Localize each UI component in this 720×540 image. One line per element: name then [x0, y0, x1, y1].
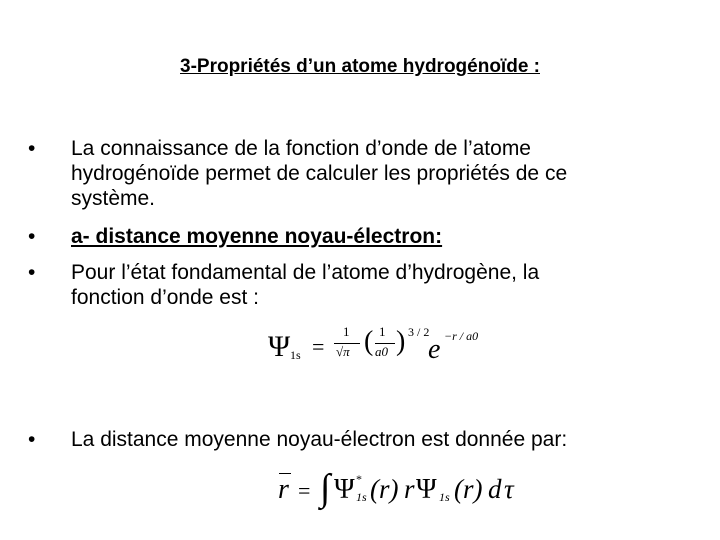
argument-r: (r)	[370, 474, 399, 504]
numerator-one: 1	[379, 324, 386, 339]
psi-subscript: 1s	[290, 348, 301, 362]
equals-sign: =	[312, 334, 325, 359]
slide-title: 3-Propriétés d’un atome hydrogénoïde :	[180, 56, 540, 77]
bullet-subheading	[28, 224, 688, 249]
psi-symbol: Ψ	[268, 330, 291, 363]
mean-distance-formula	[270, 468, 530, 518]
bohr-radius: a0	[375, 344, 388, 359]
left-paren: (	[364, 326, 374, 357]
tau-symbol: τ	[504, 474, 514, 504]
sqrt-pi: √π	[336, 344, 350, 359]
bullet-line: système.	[71, 187, 156, 210]
right-paren: )	[396, 326, 406, 357]
bullet-line: La connaissance de la fonction d’onde de l’atome	[71, 137, 531, 160]
r-factor: r	[404, 474, 415, 504]
bullet-line: La distance moyenne noyau-électron est donnée par:	[71, 428, 568, 451]
power-exponent: 3 / 2	[408, 325, 430, 339]
bullet-line: hydrogénoïde permet de calculer les propriétés de ce	[71, 162, 568, 185]
bullet-mean-distance	[28, 427, 688, 452]
psi-symbol: Ψ	[416, 474, 437, 505]
exponential-e: e	[428, 334, 441, 365]
psi-conjugate: Ψ	[334, 474, 355, 505]
bullet-dot: •	[28, 225, 36, 248]
wavefunction-formula	[268, 320, 498, 370]
bullet-dot: •	[28, 261, 36, 284]
bullet-dot: •	[28, 428, 36, 451]
equals-sign: =	[298, 478, 311, 503]
r-bar: r	[278, 474, 289, 505]
bullet-line: fonction d’onde est :	[71, 286, 259, 309]
psi-subscript: 1s	[439, 490, 450, 504]
bullet-ground-state	[28, 260, 688, 310]
bullet-dot: •	[28, 137, 36, 160]
numerator-one: 1	[343, 324, 350, 339]
integral-sign: ∫	[320, 467, 331, 509]
argument-r: (r)	[454, 474, 483, 504]
bullet-line: a- distance moyenne noyau-électron:	[71, 225, 443, 248]
conjugate-star: *	[356, 472, 362, 486]
exponential-argument: −r / a0	[444, 329, 479, 343]
differential-d: d	[488, 474, 502, 504]
bullet-line: Pour l’état fondamental de l’atome d’hydrogène, la	[71, 261, 540, 284]
psi-subscript: 1s	[356, 490, 367, 504]
bullet-intro	[28, 136, 688, 211]
